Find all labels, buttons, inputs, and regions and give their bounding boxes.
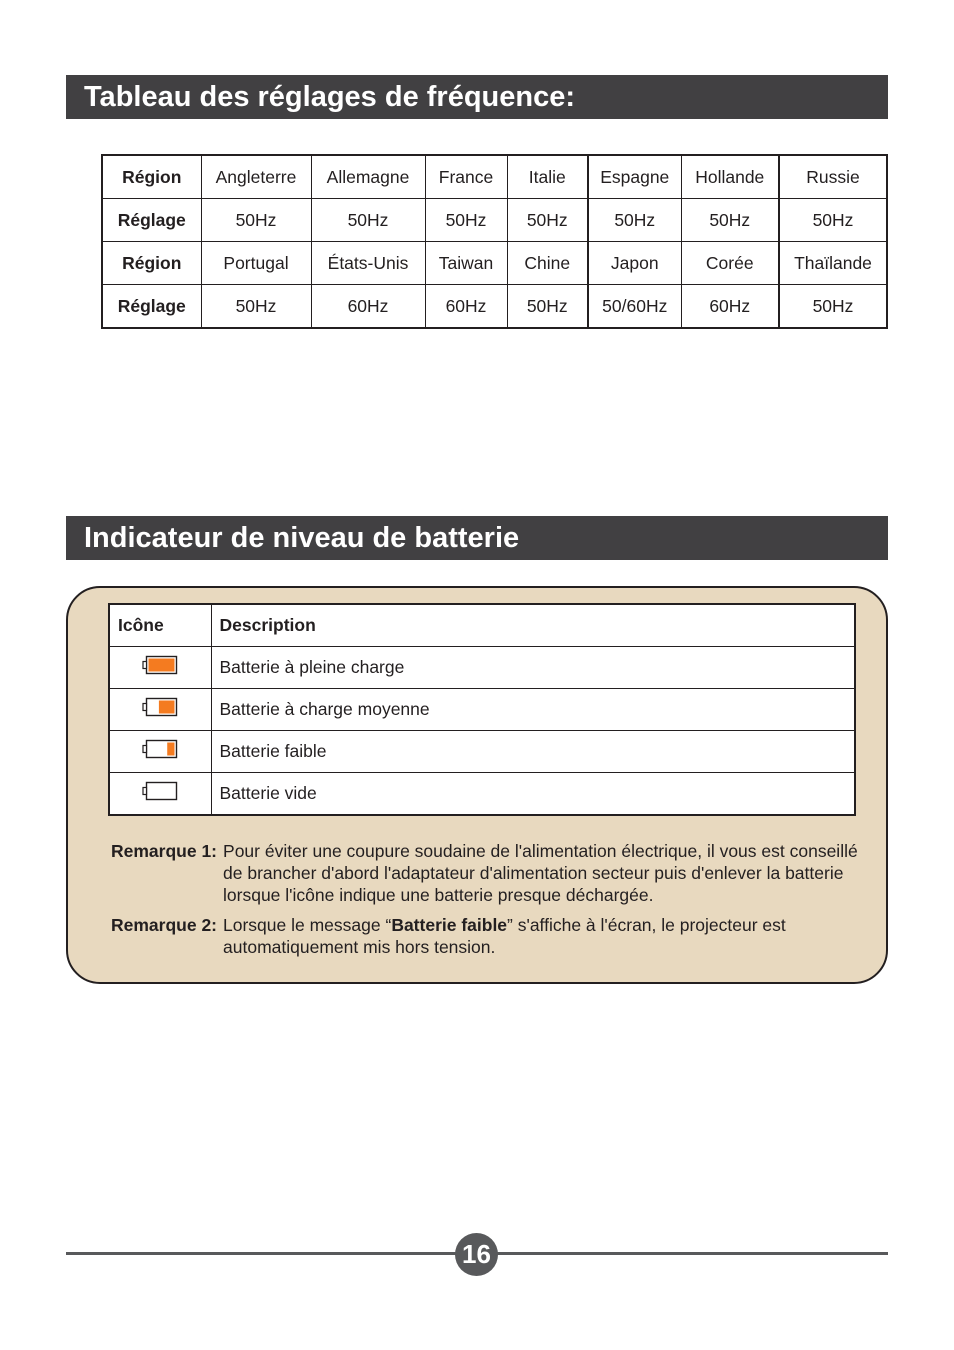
row-header-cell: Région	[102, 155, 201, 199]
notes	[111, 840, 871, 966]
battery-section-title: Indicateur de niveau de batterie	[66, 516, 888, 560]
row-header-cell: Réglage	[102, 285, 201, 329]
table-row	[109, 647, 855, 689]
table-cell: Italie	[507, 155, 588, 199]
table-cell: 50/60Hz	[588, 285, 681, 329]
table-row	[102, 242, 887, 285]
note-label: Remarque 1:	[111, 841, 218, 861]
table-cell: 50Hz	[507, 199, 588, 242]
description-column-header: Description	[211, 604, 855, 647]
frequency-table	[101, 154, 888, 329]
row-header-cell: Région	[102, 242, 201, 285]
page-number: 16	[455, 1233, 498, 1276]
battery-description: Batterie vide	[211, 773, 855, 816]
note-text-after: ” s'affiche à l'écran, le projecteur est automatiquement mis hors tension.	[223, 915, 786, 957]
table-cell: 50Hz	[201, 285, 311, 329]
table-cell: 50Hz	[779, 285, 887, 329]
note-text-bold: Batterie faible	[391, 915, 508, 935]
table-cell: Chine	[507, 242, 588, 285]
table-cell: 50Hz	[779, 199, 887, 242]
battery-full-icon	[142, 654, 178, 676]
table-cell: 50Hz	[425, 199, 507, 242]
table-cell: Portugal	[201, 242, 311, 285]
table-cell: Espagne	[588, 155, 681, 199]
table-header-row	[109, 604, 855, 647]
table-cell: 50Hz	[507, 285, 588, 329]
note-label: Remarque 2:	[111, 915, 218, 935]
battery-table	[108, 603, 856, 816]
table-row	[102, 155, 887, 199]
battery-empty-icon	[142, 780, 178, 802]
table-row	[109, 689, 855, 731]
table-cell: Allemagne	[311, 155, 425, 199]
note-2	[111, 914, 871, 958]
table-cell: Hollande	[681, 155, 779, 199]
battery-icon-cell	[109, 689, 211, 731]
table-cell: 50Hz	[681, 199, 779, 242]
battery-description: Batterie à pleine charge	[211, 647, 855, 689]
table-cell: Russie	[779, 155, 887, 199]
table-cell: Corée	[681, 242, 779, 285]
table-cell: Japon	[588, 242, 681, 285]
battery-medium-icon	[142, 696, 178, 718]
table-cell: 50Hz	[588, 199, 681, 242]
table-cell: France	[425, 155, 507, 199]
table-cell: 50Hz	[201, 199, 311, 242]
battery-low-icon	[142, 738, 178, 760]
battery-description: Batterie à charge moyenne	[211, 689, 855, 731]
table-row	[102, 285, 887, 329]
table-cell: 60Hz	[311, 285, 425, 329]
table-cell: 60Hz	[425, 285, 507, 329]
table-cell: Thaïlande	[779, 242, 887, 285]
row-header-cell: Réglage	[102, 199, 201, 242]
note-text	[223, 914, 871, 958]
table-cell: Angleterre	[201, 155, 311, 199]
table-row	[109, 773, 855, 816]
table-cell: États-Unis	[311, 242, 425, 285]
table-row	[102, 199, 887, 242]
battery-icon-cell	[109, 647, 211, 689]
battery-icon-cell	[109, 773, 211, 816]
icon-column-header: Icône	[109, 604, 211, 647]
table-cell: 50Hz	[311, 199, 425, 242]
battery-icon-cell	[109, 731, 211, 773]
note-text-before: Lorsque le message “	[223, 915, 392, 935]
note-text: Pour éviter une coupure soudaine de l'alimentation électrique, il vous est conseillé de brancher d'abord l'adaptateur d'alimentation secteur puis d'enlever la batterie lorsque l'icône indique une batterie presque déchargée.	[223, 841, 858, 905]
frequency-section-title: Tableau des réglages de fréquence:	[66, 75, 888, 119]
battery-description: Batterie faible	[211, 731, 855, 773]
table-cell: 60Hz	[681, 285, 779, 329]
table-cell: Taiwan	[425, 242, 507, 285]
table-row	[109, 731, 855, 773]
note-1	[111, 840, 871, 906]
